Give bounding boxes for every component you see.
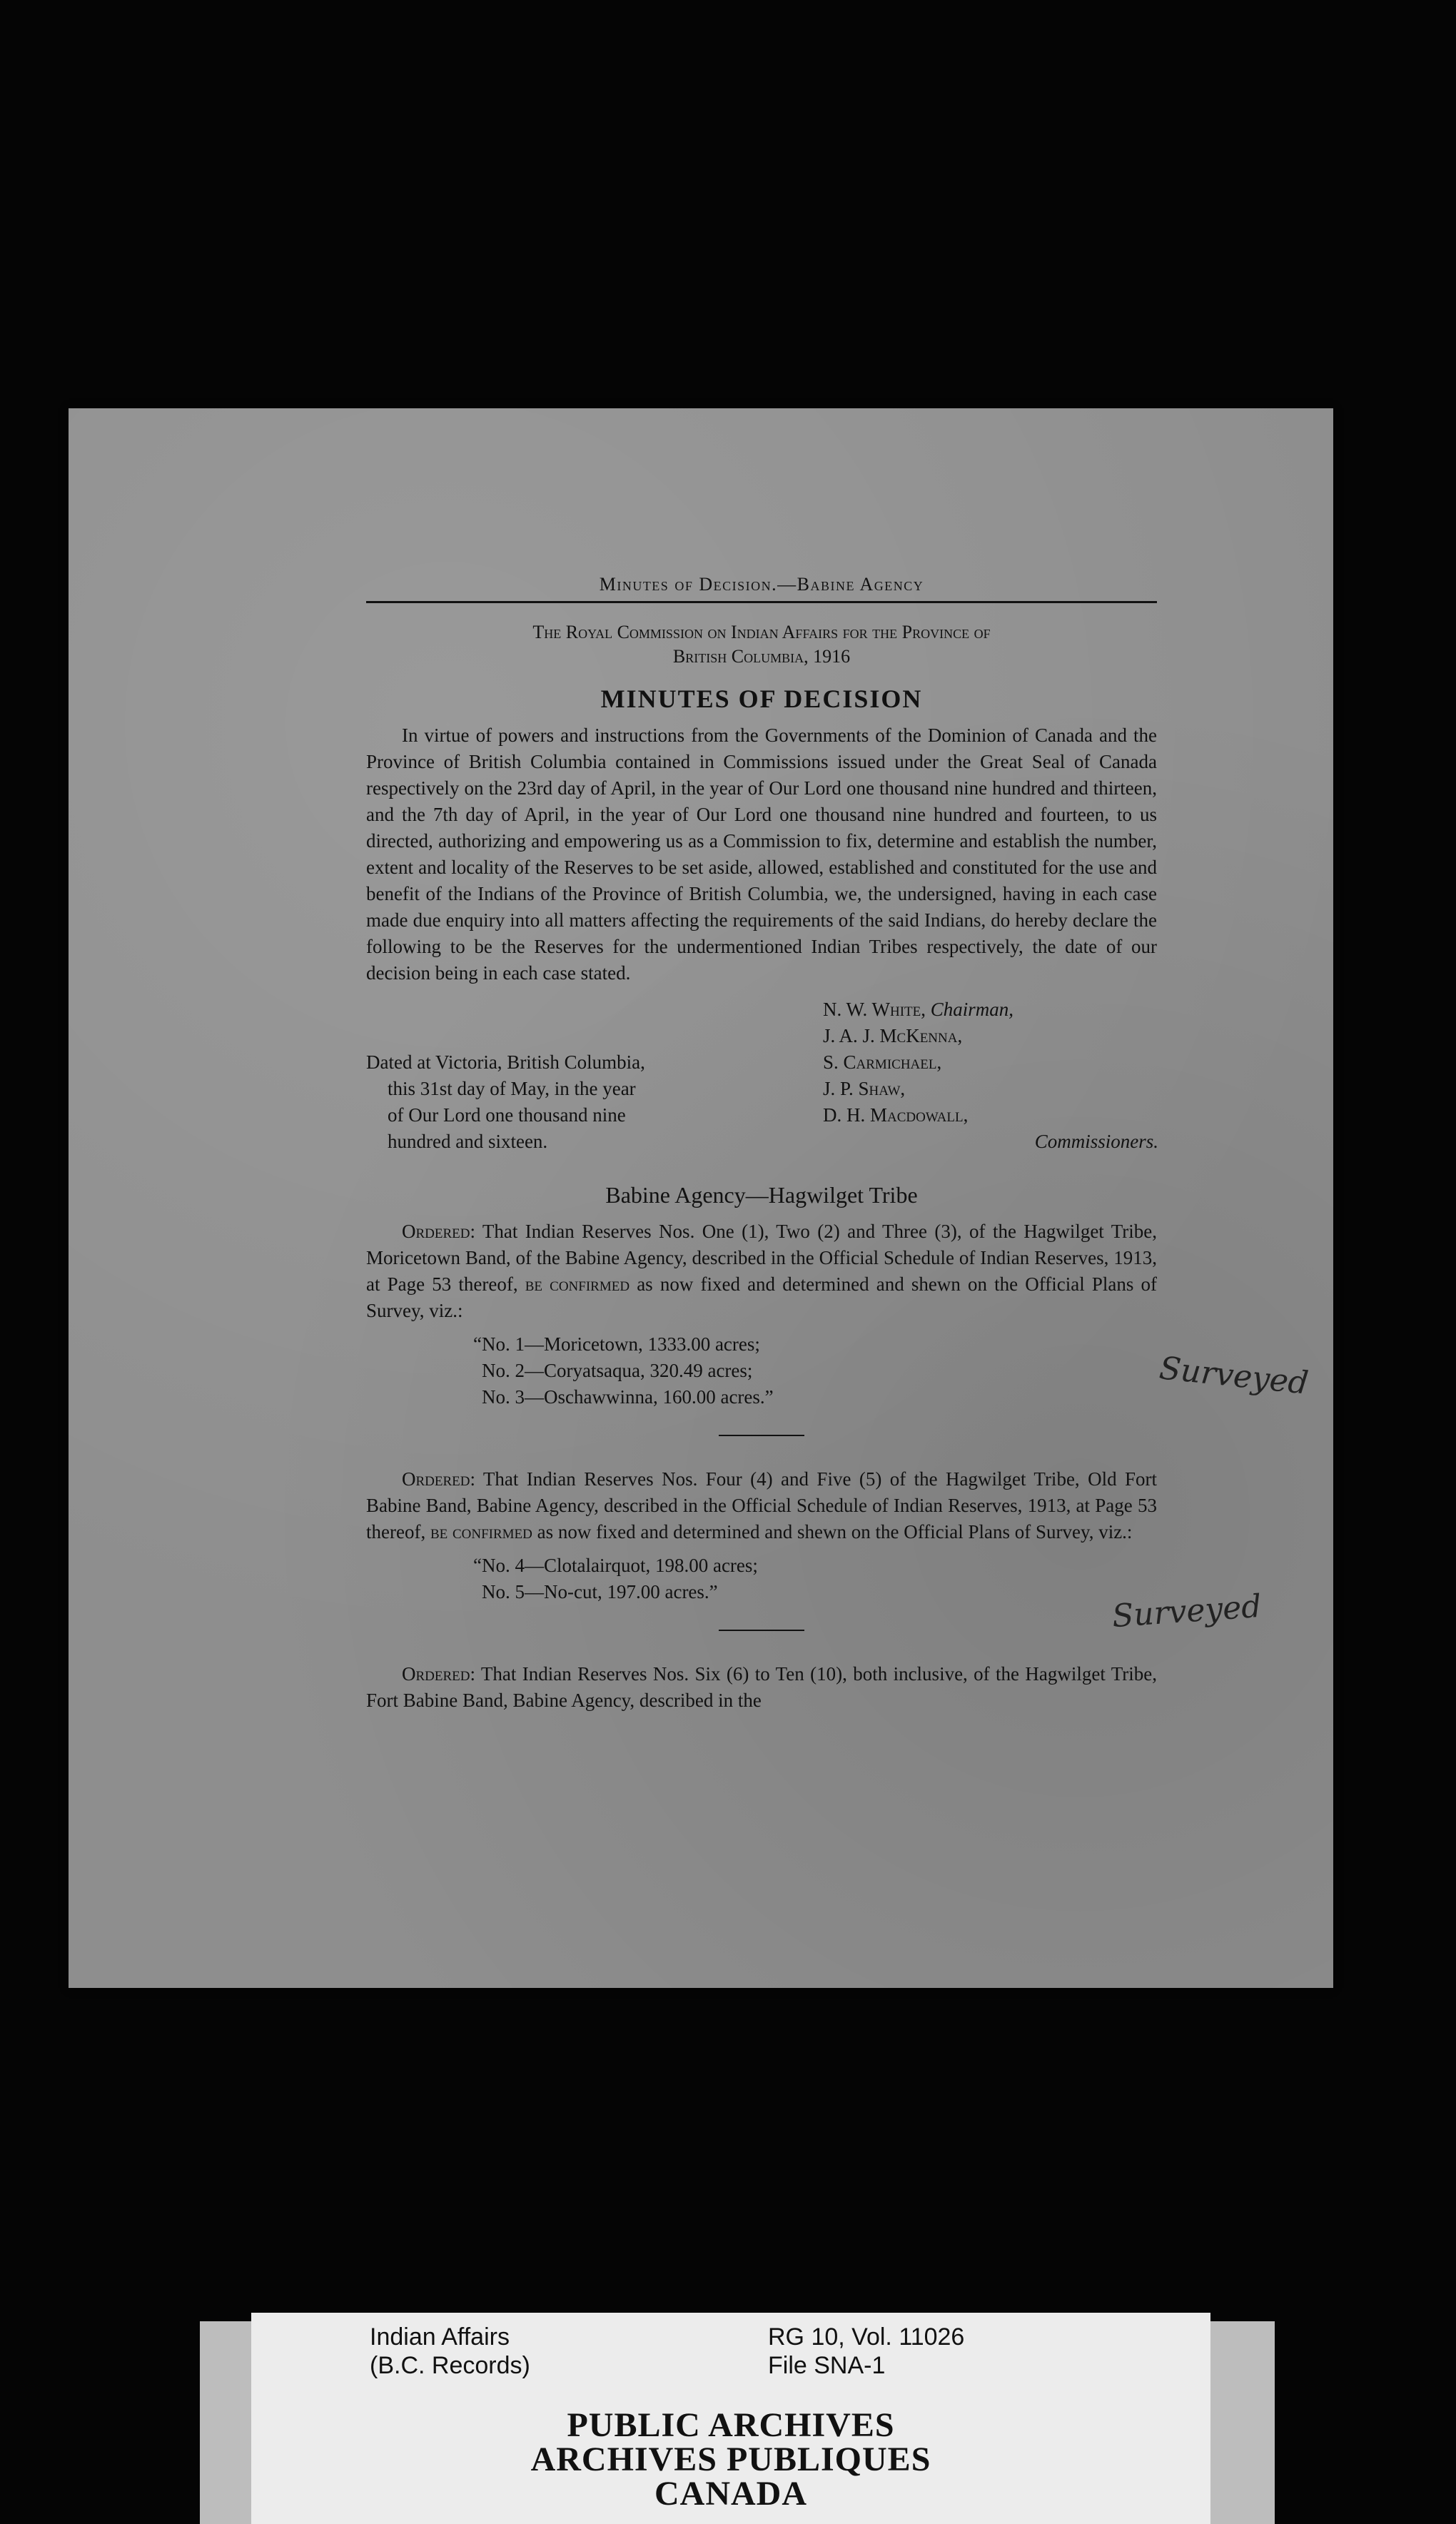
archive-label-right	[768, 2323, 964, 2380]
archives-stamp-line-1: PUBLIC ARCHIVES	[567, 2406, 895, 2444]
order-1	[366, 1218, 1157, 1324]
page-title: MINUTES OF DECISION	[600, 685, 923, 713]
order-2	[366, 1466, 1157, 1545]
order-1-confirmed: be confirmed	[525, 1273, 630, 1295]
commissioner-5: D. H. Macdowall,	[823, 1104, 969, 1126]
order-3-text: That Indian Reserves Nos. Six (6) to Ten (10), both inclusive, of the Hagwilget Tribe, Fort Babine Band, Babine Agency, described in the	[366, 1663, 1157, 1711]
list-item: “No. 1—Moricetown, 1333.00 acres;	[473, 1333, 760, 1355]
dated-line-4: hundred and sixteen.	[388, 1131, 548, 1152]
commission-line-2: British Columbia, 1916	[672, 646, 851, 667]
order-2-reserve-list	[473, 1553, 1157, 1605]
list-item: “No. 4—Clotalairquot, 198.00 acres;	[473, 1555, 758, 1576]
commissioner-1	[823, 996, 1158, 1023]
archive-label-left-line-1: Indian Affairs	[370, 2323, 510, 2351]
section-divider	[719, 1435, 804, 1436]
archive-label-right-line-2: File SNA-1	[768, 2352, 886, 2379]
header-rule	[366, 601, 1157, 603]
commissioner-1-role: Chairman,	[930, 999, 1014, 1020]
order-3-ordered: Ordered:	[402, 1663, 475, 1685]
archive-label-left-line-2: (B.C. Records)	[370, 2352, 530, 2379]
intro-paragraph: In virtue of powers and instructions from the Governments of the Dominion of Canada and the Province of British Columbia contained in Commissions issued under the Great Seal of Canada respectively on the 23rd day of April, in the year of Our Lord one thousand nine hundred and thirteen, and the 7th day of April, in the year of Our Lord one thousand nine hundred and fourteen, to us directed, authorizing and empowering us as a Commission to fix, determine and establish the number, extent and locality of the Reserves to be set aside, allowed, established and constituted for the use and benefit of the Indians of the Province of British Columbia, we, the undersigned, having in each case made due enquiry into all matters affecting the requirements of the said Indians, do hereby declare the following to be the Reserves for the undermentioned Indian Tribes respectively, the date of our decision being in each case stated.	[366, 725, 1157, 984]
dated-line-3: of Our Lord one thousand nine	[388, 1104, 626, 1126]
running-head: Minutes of Decision.—Babine Agency	[599, 574, 924, 595]
document-page	[69, 408, 1333, 1988]
list-item: No. 2—Coryatsaqua, 320.49 acres;	[482, 1360, 753, 1381]
archive-label-card	[251, 2313, 1210, 2524]
archive-label-right-line-1: RG 10, Vol. 11026	[768, 2323, 965, 2351]
archives-stamp-line-3: CANADA	[654, 2475, 807, 2513]
list-item: No. 3—Oschawwinna, 160.00 acres.”	[482, 1386, 774, 1408]
order-2-text-before: That Indian Reserves Nos. Four (4) and Five (5) of the Hagwilget Tribe, Old Fort Babine Band, Babine Agency, described in the Official Schedule of Indian Reserves, 1913, at Page 53 thereof,	[366, 1468, 1157, 1543]
commissioner-3: S. Carmichael,	[823, 1051, 942, 1073]
section-title: Babine Agency—Hagwilget Tribe	[605, 1182, 918, 1208]
dated-statement	[366, 1049, 723, 1155]
dated-line-1: Dated at Victoria, British Columbia,	[366, 1051, 645, 1073]
order-2-confirmed: be confirmed	[430, 1521, 532, 1543]
document-content	[366, 574, 1157, 1714]
archives-stamp-line-2: ARCHIVES PUBLIQUES	[530, 2440, 931, 2478]
order-1-text-after: as now fixed and determined and shewn on the Official Plans of Survey, viz.:	[366, 1273, 1158, 1321]
order-2-ordered: Ordered:	[402, 1468, 475, 1490]
commissioners-label: Commissioners.	[1034, 1131, 1158, 1152]
section-divider	[719, 1630, 804, 1631]
signature-block	[366, 996, 1157, 1175]
order-2-text-after: as now fixed and determined and shewn on the Official Plans of Survey, viz.:	[537, 1521, 1133, 1543]
commissioner-4: J. P. Shaw,	[823, 1078, 906, 1099]
order-1-text-before: That Indian Reserves Nos. One (1), Two (2) and Three (3), of the Hagwilget Tribe, Moricetown Band, of the Babine Agency, described in the Official Schedule of Indian Reserves, 1913, at Page 53 thereof,	[366, 1221, 1157, 1295]
margin-note-surveyed-2: Surveyed	[1111, 1587, 1263, 1635]
commission-line-1: The Royal Commission on Indian Affairs for the Province of	[532, 622, 991, 642]
order-3	[366, 1661, 1157, 1714]
archive-label-left	[370, 2323, 530, 2380]
order-1-reserve-list	[473, 1331, 1157, 1410]
commissioners-list	[823, 996, 1158, 1155]
archives-stamp	[251, 2408, 1210, 2511]
list-item: No. 5—No-cut, 197.00 acres.”	[482, 1581, 718, 1602]
commissioner-2: J. A. J. McKenna,	[823, 1025, 963, 1046]
commissioner-1-name: N. W. White,	[823, 999, 926, 1020]
commission-heading	[409, 620, 1114, 669]
dated-line-2: this 31st day of May, in the year	[388, 1078, 636, 1099]
order-1-ordered: Ordered:	[402, 1221, 475, 1242]
margin-note-surveyed-1: Surveyed	[1157, 1350, 1310, 1402]
